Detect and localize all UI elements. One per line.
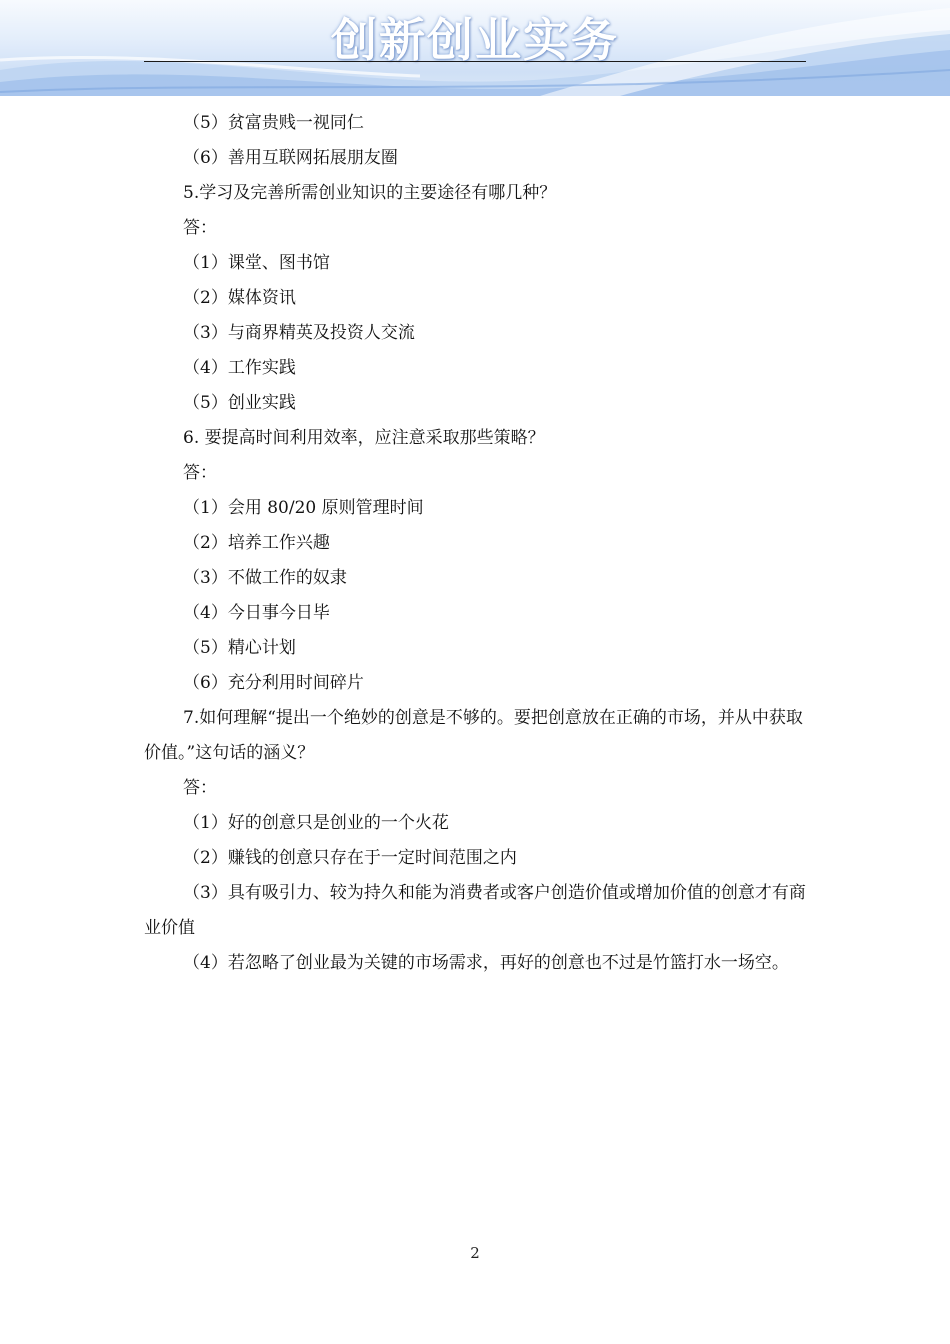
document-body (144, 106, 808, 981)
answer-label: 答： (183, 463, 217, 483)
page-number: 2 (470, 1244, 480, 1262)
list-item: （5）贫富贵贱一视同仁 (183, 113, 364, 133)
page-header-banner (0, 0, 950, 96)
list-item: （4）工作实践 (183, 358, 296, 378)
answer-paragraph: （4）若忽略了创业最为关键的市场需求，再好的创意也不过是竹篮打水一场空。 (183, 953, 789, 973)
list-item: （3）与商界精英及投资人交流 (183, 323, 415, 343)
list-item: （6）充分利用时间碎片 (183, 673, 364, 693)
question-7: 7.如何理解“提出一个绝妙的创意是不够的。要把创意放在正确的市场，并从中获取价值。”这句话的涵义？ (144, 708, 803, 763)
list-item: （5）创业实践 (183, 393, 296, 413)
answer-label: 答： (183, 778, 217, 798)
header-title: 创新创业实务 (331, 13, 619, 67)
question-5: 5.学习及完善所需创业知识的主要途径有哪几种？ (183, 183, 557, 203)
list-item: （1）课堂、图书馆 (183, 253, 330, 273)
list-item: （6）善用互联网拓展朋友圈 (183, 148, 398, 168)
header-divider (144, 61, 806, 62)
list-item: （2）赚钱的创意只存在于一定时间范围之内 (183, 848, 517, 868)
answer-paragraph: （3）具有吸引力、较为持久和能为消费者或客户创造价值或增加价值的创意才有商业价值 (144, 883, 806, 938)
list-item: （4）今日事今日毕 (183, 603, 330, 623)
list-item: （1）会用 80/20 原则管理时间 (183, 498, 424, 518)
list-item: （3）不做工作的奴隶 (183, 568, 347, 588)
list-item: （5）精心计划 (183, 638, 296, 658)
list-item: （2）媒体资讯 (183, 288, 296, 308)
question-6: 6. 要提高时间利用效率，应注意采取那些策略？ (183, 428, 545, 448)
list-item: （2）培养工作兴趣 (183, 533, 330, 553)
list-item: （1）好的创意只是创业的一个火花 (183, 813, 449, 833)
answer-label: 答： (183, 218, 217, 238)
